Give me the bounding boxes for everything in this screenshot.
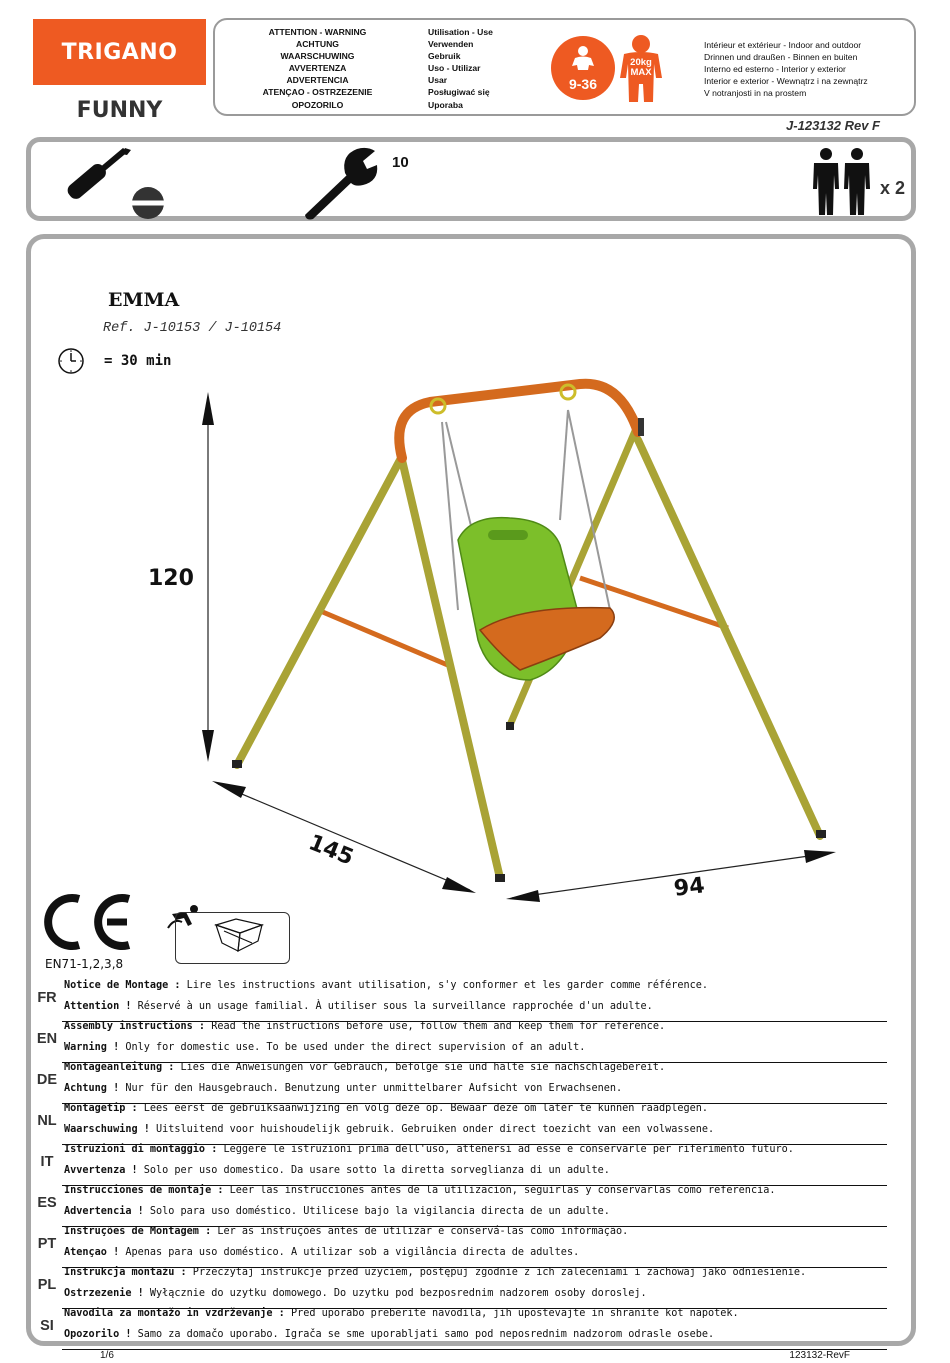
width-dimension: 94 bbox=[672, 873, 707, 902]
notice-text: Przeczytaj instrukcje przed uzyciem, postępuj zgodnie z ich zaleceniami i zachowaj jako odniesienie. bbox=[186, 1267, 807, 1278]
usage-item: Utilisation - Use bbox=[428, 27, 493, 37]
warning-item: ACHTUNG bbox=[296, 39, 339, 50]
notice-text: Ler as instruções antes de utilizar e conservá-las como informação. bbox=[211, 1226, 629, 1237]
warning-header-box bbox=[213, 18, 916, 116]
notice-title: Montageanleitung : bbox=[64, 1062, 175, 1073]
notice-text: Lire les instructions avant utilisation, s'y conformer et les garder comme référence. bbox=[180, 980, 709, 991]
foot-cap bbox=[816, 830, 826, 838]
warning-title: Waarschuwing ! bbox=[64, 1124, 150, 1135]
height-dimension-arrow bbox=[202, 392, 214, 762]
assembly-notice bbox=[64, 1021, 665, 1032]
warning-item: ADVERTENCIA bbox=[286, 75, 349, 86]
warning-text: Samo za domačo uporabo. Igrača se sme uporabljati samo pod neposrednim nadzorom odrasle osebe. bbox=[131, 1329, 715, 1340]
warning-title: Attention ! bbox=[64, 1001, 132, 1012]
language-code: PT bbox=[37, 1236, 57, 1252]
notice-text: Lies die Anweisungen vor Gebrauch, befolge sie und halte sie nachschlagebereit. bbox=[174, 1062, 666, 1073]
usage-item: Verwenden bbox=[428, 39, 474, 50]
environment-item: Drinnen und draußen - Binnen en buiten bbox=[704, 52, 858, 63]
people-count: x 2 bbox=[879, 178, 905, 198]
back-left-leg bbox=[638, 440, 820, 836]
language-block bbox=[34, 1185, 887, 1226]
assembly-notice bbox=[64, 980, 708, 991]
notice-title: Istruzioni di montaggio : bbox=[64, 1144, 218, 1155]
warning-text: Solo per uso domestico. Da usare sotto la diretta sorveglianza di un adulte. bbox=[137, 1165, 610, 1176]
assembly-notice bbox=[64, 1185, 775, 1196]
warning-item: AVVERTENZA bbox=[288, 63, 347, 74]
divider bbox=[62, 1349, 887, 1350]
warning-title: Avvertenza ! bbox=[64, 1165, 138, 1176]
language-code: NL bbox=[37, 1113, 57, 1129]
environment-item: V notranjosti in na prostem bbox=[704, 88, 807, 99]
usage-item: Uporaba bbox=[428, 99, 463, 110]
notice-text: Read the instructions before use, follow them and keep them for reference. bbox=[205, 1021, 666, 1032]
clock-icon bbox=[57, 347, 85, 375]
safety-standard: EN71-1,2,3,8 bbox=[45, 957, 124, 971]
brand-logo: TRIGANO bbox=[33, 19, 206, 85]
warning-text: Apenas para uso doméstico. A utilizar sob a vigilância directa de adultes. bbox=[119, 1247, 580, 1258]
cardboard-box-icon bbox=[176, 913, 288, 963]
language-block bbox=[34, 1103, 887, 1144]
warning-notice bbox=[64, 1042, 585, 1053]
environment-item: Interno ed esterno - Interior y exterior bbox=[704, 64, 846, 75]
width-dimension-arrow bbox=[506, 850, 836, 902]
notice-title: Navodila za montažo in vzdrževanje : bbox=[64, 1308, 285, 1319]
collection-name: FUNNY bbox=[76, 98, 163, 123]
warning-text: Réservé à un usage familial. À utiliser sous la surveillance rapprochée d'un adulte. bbox=[131, 1001, 653, 1012]
language-block bbox=[34, 1226, 887, 1267]
swing-illustration bbox=[140, 370, 860, 910]
usage-list bbox=[428, 26, 538, 111]
page-number: 1/6 bbox=[100, 1350, 114, 1361]
language-block bbox=[34, 1021, 887, 1062]
warning-item: ATTENTION - WARNING bbox=[268, 27, 367, 37]
warning-list bbox=[260, 26, 375, 111]
weight-limit bbox=[618, 34, 664, 104]
warning-text: Only for domestic use. To be used under the direct supervision of an adult. bbox=[119, 1042, 586, 1053]
warning-title: Advertencia ! bbox=[64, 1206, 144, 1217]
notice-title: Montagetip : bbox=[64, 1103, 138, 1114]
warning-notice bbox=[64, 1165, 610, 1176]
product-reference: Ref. J-10153 / J-10154 bbox=[103, 321, 282, 336]
warning-notice bbox=[64, 1083, 622, 1094]
warning-notice bbox=[64, 1001, 653, 1012]
notice-text: Leer las instrucciones antes de la utilizacion, seguirlas y conservarlas como referencia. bbox=[223, 1185, 776, 1196]
warning-title: Achtung ! bbox=[64, 1083, 120, 1094]
language-code: EN bbox=[36, 1031, 58, 1047]
assembly-notice bbox=[64, 1144, 794, 1155]
seat-handle-slot bbox=[488, 530, 528, 540]
front-left-leg bbox=[237, 460, 400, 765]
language-code: FR bbox=[37, 990, 57, 1006]
warning-notice bbox=[64, 1247, 579, 1258]
assembly-notice bbox=[64, 1267, 806, 1278]
warning-notice bbox=[64, 1329, 714, 1340]
packaging-recycle-box bbox=[175, 912, 290, 964]
warning-notice bbox=[64, 1206, 610, 1217]
length-dimension: 145 bbox=[304, 830, 357, 871]
notice-text: Pred uporabo preberite navodila, jih upostevajte in shranite kot napotek. bbox=[284, 1308, 739, 1319]
language-block bbox=[34, 1144, 887, 1185]
foot-cap bbox=[495, 874, 505, 882]
language-block bbox=[34, 1062, 887, 1103]
weight-max-label: MAX bbox=[630, 67, 652, 78]
swing-rope bbox=[442, 422, 458, 610]
warning-title: Atençao ! bbox=[64, 1247, 120, 1258]
assembly-notice bbox=[64, 1226, 628, 1237]
assembly-notice bbox=[64, 1062, 665, 1073]
environment-item: Interior e exterior - Wewnątrz i na zewnątrz bbox=[704, 76, 868, 87]
usage-item: Usar bbox=[428, 75, 448, 86]
wrench-size: 10 bbox=[392, 154, 409, 171]
notice-text: Lees eerst de gebruiksaanwijzing en volg deze op. Bewaar deze om later te kunnen raadplegen. bbox=[137, 1103, 709, 1114]
height-dimension: 120 bbox=[148, 566, 194, 591]
usage-item: Gebruik bbox=[428, 51, 461, 62]
foot-cap bbox=[506, 722, 514, 730]
document-reference: J-123132 Rev F bbox=[786, 118, 880, 133]
warning-text: Uitsluitend voor huishoudelijk gebruik. Gebruiken onder direct toezicht van een volwassene. bbox=[149, 1124, 715, 1135]
warning-item: OPOZORILO bbox=[291, 99, 344, 110]
product-name: EMMA bbox=[108, 289, 180, 311]
notice-title: Instruções de Montagem : bbox=[64, 1226, 212, 1237]
environment-list bbox=[704, 39, 868, 99]
warning-title: Warning ! bbox=[64, 1042, 120, 1053]
warning-text: Solo para uso doméstico. Utilicese bajo la vigilancia directa de un adulte. bbox=[143, 1206, 610, 1217]
language-block bbox=[34, 1308, 887, 1349]
assembly-notice bbox=[64, 1308, 739, 1319]
weight-value: 20kg bbox=[630, 57, 652, 68]
footer-reference: 123132-RevF bbox=[789, 1350, 850, 1361]
top-bar bbox=[399, 384, 638, 458]
notice-title: Notice de Montage : bbox=[64, 980, 181, 991]
notice-title: Instrucciones de montaje : bbox=[64, 1185, 224, 1196]
usage-item: Posługiwać się bbox=[428, 87, 490, 98]
warning-title: Opozorilo ! bbox=[64, 1329, 132, 1340]
environment-item: Intérieur et extérieur - Indoor and outdoor bbox=[704, 40, 862, 50]
language-code: ES bbox=[37, 1195, 57, 1211]
assembly-duration: = 30 min bbox=[104, 353, 172, 369]
foot-cap bbox=[232, 760, 242, 768]
warning-title: Ostrzezenie ! bbox=[64, 1288, 144, 1299]
swing-rope bbox=[560, 410, 568, 520]
language-code: DE bbox=[36, 1072, 58, 1088]
warning-notice bbox=[64, 1124, 714, 1135]
warning-item: WAARSCHUWING bbox=[280, 51, 355, 62]
tools-box bbox=[26, 137, 916, 221]
notice-title: Assembly instructions : bbox=[64, 1021, 206, 1032]
length-dimension-arrow bbox=[212, 781, 476, 893]
notice-title: Instrukcja montażu : bbox=[64, 1267, 187, 1278]
wrench-icon bbox=[297, 145, 387, 221]
left-side-brace bbox=[318, 610, 450, 666]
age-range: 9-36 bbox=[568, 76, 598, 92]
language-block bbox=[34, 980, 887, 1021]
age-badge bbox=[551, 36, 615, 100]
language-code: IT bbox=[40, 1154, 54, 1170]
usage-item: Uso - Utilizar bbox=[428, 63, 481, 74]
warning-notice bbox=[64, 1288, 647, 1299]
warning-text: Wyłącznie do uzytku domowego. Do uzytku pod bezposrednim nadzorem osoby doroslej. bbox=[143, 1288, 647, 1299]
language-code: SI bbox=[40, 1318, 54, 1334]
assembly-notice bbox=[64, 1103, 708, 1114]
screwdriver-icon bbox=[49, 145, 131, 217]
ce-mark-icon bbox=[43, 893, 135, 951]
top-bar-cap bbox=[638, 418, 644, 436]
notice-text: Leggere le istruzioni prima dell'uso, attenersi ad esse e conservarle per riferimento futuro. bbox=[217, 1144, 794, 1155]
language-block bbox=[34, 1267, 887, 1308]
flat-head-screw-icon bbox=[131, 186, 165, 220]
language-code: PL bbox=[37, 1277, 57, 1293]
warning-item: ATENÇAO - OSTRZEZENIE bbox=[262, 87, 373, 98]
two-people-icon bbox=[811, 147, 873, 217]
warning-text: Nur für den Hausgebrauch. Benutzung unter unmittelbarer Aufsicht von Erwachsenen. bbox=[119, 1083, 623, 1094]
